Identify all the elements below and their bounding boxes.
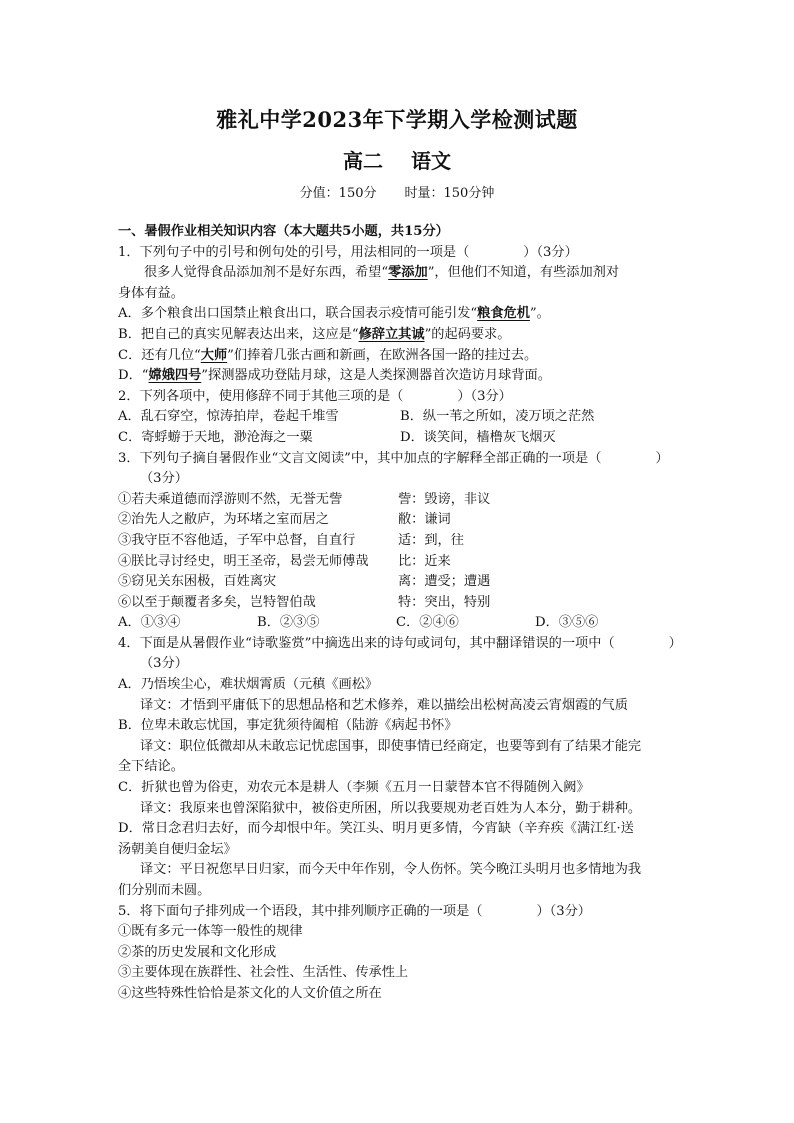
question-3-item: ④朕比寻讨经史，明王圣帝，曷尝无师傅哉 比：近来 bbox=[118, 553, 451, 569]
underlined-term: 嫦娥四号 bbox=[148, 368, 202, 384]
question-3-item: ③我守臣不容他适，子军中总督，自直行 适：到，往 bbox=[118, 532, 464, 548]
question-4-option-d: D．常日念君归去好，而今却恨中年。笑江头、明月更多情，今宵缺（辛弃疾《满江红·送 bbox=[118, 821, 634, 837]
subject-label: 语文 bbox=[411, 149, 451, 173]
question-5-item: ③主要体现在族群性、社会性、生活性、传承性上 bbox=[118, 965, 409, 981]
question-5-item: ①既有多元一体等一般性的规律 bbox=[118, 924, 303, 940]
question-1-option-a: A．多个粮食出口国禁止粮食出口，联合国表示疫情可能引发“粮食危机”。 bbox=[118, 306, 550, 322]
question-4-option-b: B．位卑未敢忘忧国，事定犹须待阖棺（陆游《病起书怀》 bbox=[118, 718, 458, 734]
question-1-stem: 1．下列句子中的引号和例句处的引号，用法相同的一项是（ ）（3分） bbox=[118, 244, 578, 260]
question-4-translation-c: 译文：我原来也曾深陷狱中，被俗吏所困，所以我要规劝老百姓为人本分，勤于耕种。 bbox=[140, 800, 642, 816]
question-1-example-cont: 身体有益。 bbox=[118, 285, 184, 301]
section-heading: 一、暑假作业相关知识内容（本大题共5小题，共15分） bbox=[118, 224, 449, 239]
question-1-example: 很多人觉得食品添加剂不是好东西，希望“零添加”，但他们不知道，有些添加剂对 bbox=[144, 265, 620, 281]
underlined-term: 粮食危机 bbox=[477, 306, 530, 322]
score-info: 分值：150分 bbox=[299, 186, 377, 201]
underlined-term: 修辞立其诚 bbox=[358, 326, 425, 342]
underlined-term: 大师 bbox=[200, 347, 228, 363]
question-4-translation-d: 译文：平日祝您早日归家，而今天中年作别，令人伤怀。笑今晚江头明月也多情地为我 bbox=[140, 862, 642, 878]
question-5-item: ④这些特殊性恰恰是茶文化的人文价值之所在 bbox=[118, 985, 382, 1001]
question-3-stem-cont: （3分） bbox=[140, 471, 188, 487]
exam-subtitle bbox=[0, 145, 794, 174]
question-4-translation-b-cont: 全下结论。 bbox=[118, 759, 184, 775]
question-4-stem-cont: （3分） bbox=[140, 656, 188, 672]
question-4-translation-d-cont: 们分别而未圆。 bbox=[118, 883, 211, 898]
grade-label: 高二 bbox=[343, 149, 383, 173]
question-4-stem: 4．下面是从暑假作业“诗歌鉴赏”中摘选出来的诗句或词句，其中翻译错误的一项中（ ） bbox=[118, 635, 682, 651]
question-3-options: A．①③④ B．②③⑤ C．②④⑥ D．③⑤⑥ bbox=[118, 615, 599, 631]
question-4-option-c: C．折狱也曾为俗吏，劝农元本是耕人（李频《五月一日蒙替本官不得随例入阙》 bbox=[118, 780, 590, 796]
question-3-item: ⑥以至于颠覆者多矣，岂特智伯哉 特：突出，特别 bbox=[118, 594, 491, 610]
question-4-translation-a: 译文：才悟到平庸低下的思想品格和艺术修养，难以描绘出松树高凌云宵烟霞的气质 bbox=[140, 697, 628, 713]
time-info: 时量：150分钟 bbox=[404, 186, 495, 201]
question-3-stem: 3．下列句子摘自暑假作业“文言文阅读”中，其中加点的字解释全部正确的一项是（ ） bbox=[118, 450, 669, 466]
underlined-term: 零添加 bbox=[388, 265, 428, 281]
question-1-option-b: B．把自己的真实见解表达出来，这应是“修辞立其诚”的起码要求。 bbox=[118, 326, 511, 342]
question-5-stem: 5．将下面句子排列成一个语段，其中排列顺序正确的一项是（ ）（3分） bbox=[118, 903, 591, 919]
question-1-option-c: C．还有几位“大师”们捧着几张古画和新画，在欧洲各国一路的挂过去。 bbox=[118, 347, 538, 363]
question-2-stem: 2．下列各项中，使用修辞不同于其他三项的是（ ）（3分） bbox=[118, 388, 512, 404]
question-2-options-ab: A．乱石穿空，惊涛拍岸，卷起千堆雪 B．纵一苇之所如，凌万顷之茫然 bbox=[118, 409, 595, 425]
question-5-item: ②茶的历史发展和文化形成 bbox=[118, 944, 277, 960]
page-title: 雅礼中学2023年下学期入学检测试题 bbox=[216, 107, 578, 132]
question-1-option-d: D．“嫦娥四号”探测器成功登陆月球，这是人类探测器首次造访月球背面。 bbox=[118, 368, 551, 384]
question-4-translation-b: 译文：职位低微却从未敢忘记忧虑国事，即使事情已经商定，也要等到有了结果才能完 bbox=[140, 738, 642, 754]
question-4-option-a: A．乃悟埃尘心，难状烟霄质（元稹《画松》 bbox=[118, 677, 379, 693]
exam-content bbox=[118, 222, 688, 1005]
question-4-option-d-cont: 汤朝美自便归金坛》 bbox=[118, 841, 237, 857]
question-3-item: ⑤窃见关东困极，百姓离灾 离：遭受；遭遇 bbox=[118, 574, 491, 590]
question-3-item: ①若夫乘道德而浮游则不然，无誉无訾 訾：毁谤，非议 bbox=[118, 491, 491, 507]
exam-meta bbox=[0, 182, 794, 201]
question-3-item: ②治先人之敝庐，为环堵之室而居之 敝：谦词 bbox=[118, 512, 451, 528]
question-2-options-cd: C．寄蜉蝣于天地，渺沧海之一粟 D．谈笑间，樯橹灰飞烟灭 bbox=[118, 429, 556, 445]
